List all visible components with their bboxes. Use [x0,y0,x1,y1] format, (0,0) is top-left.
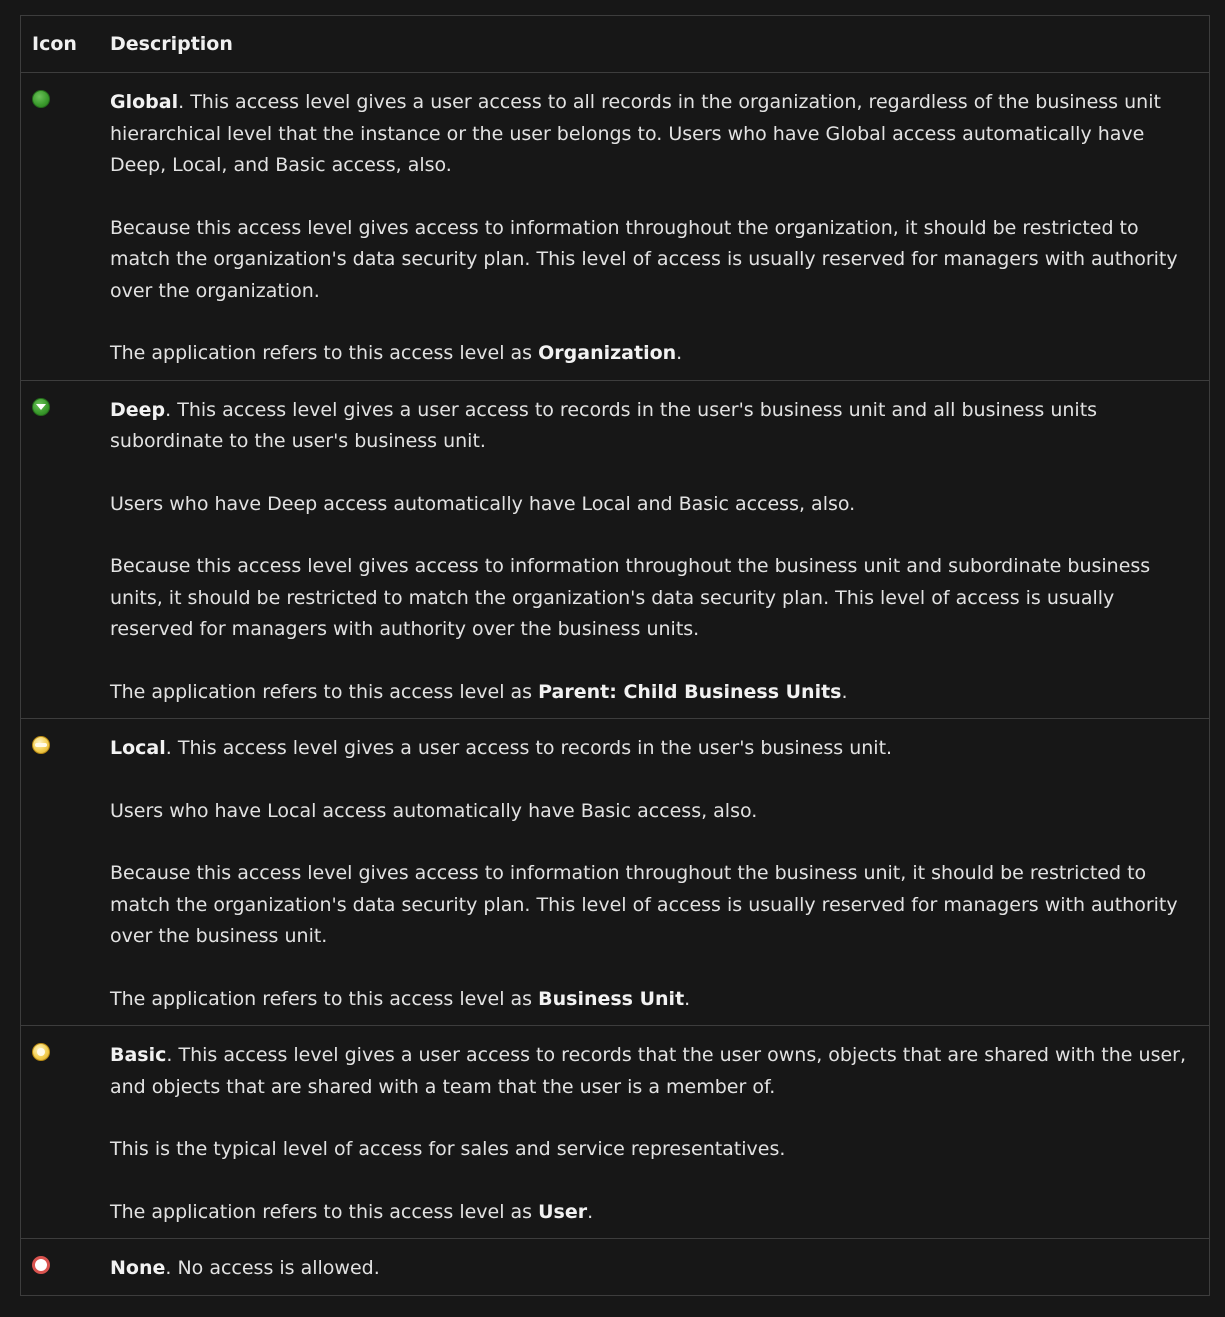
row-paragraph: Users who have Local access automatically have Basic access, also. [110,799,758,822]
row-lead: Global. This access level gives a user access to all records in the organization, regardless of the business unit hierarchical level that the instance or the user belongs to. Users who have Global access automatically have Deep, Local, and Basic access, also. [110,91,1161,176]
access-level-name: Global [110,91,179,113]
table-header-row [21,16,1209,73]
access-level-name: Deep [110,398,166,421]
row-alias: The application refers to this access level as User. [110,1200,594,1223]
column-header-icon: Icon [21,16,110,73]
access-level-alias: User [538,1200,588,1223]
global-access-icon [32,90,50,108]
row-alias: The application refers to this access level as Organization. [110,342,683,364]
table-row-deep [21,380,1209,719]
table-row-basic [21,1026,1209,1239]
access-level-alias: Organization [538,342,677,364]
table-row-local [21,719,1209,1026]
row-paragraph: Because this access level gives access to information throughout the business unit, it should be restricted to match the organization's data security plan. This level of access is usually reserved for managers with authority over the business unit. [110,862,1178,947]
row-lead: Basic. This access level gives a user access to records that the user owns, objects that are shared with the user, and objects that are shared with a team that the user is a member of. [110,1044,1187,1098]
access-level-name: Basic [110,1044,167,1066]
basic-access-icon [32,1043,50,1061]
access-level-alias: Business Unit [538,987,685,1010]
row-paragraph: Because this access level gives access to information throughout the organization, it should be restricted to match the organization's data security plan. This level of access is usually reserved for managers with authority over the organization. [110,216,1178,302]
table-row-none [21,1239,1209,1295]
row-alias: The application refers to this access level as Parent: Child Business Units. [110,680,848,703]
table-row-global [21,73,1209,381]
access-levels-table [20,15,1210,1296]
local-access-icon [32,736,50,754]
row-lead: Local. This access level gives a user access to records in the user's business unit. [110,737,893,759]
row-alias: The application refers to this access level as Business Unit. [110,987,691,1010]
row-paragraph: Users who have Deep access automatically have Local and Basic access, also. [110,492,856,515]
access-level-alias: Parent: Child Business Units [538,680,842,703]
row-paragraph: Because this access level gives access to information throughout the business unit and subordinate business units, it should be restricted to match the organization's data security plan. This level of access is usually reserved for managers with authority over the business units. [110,555,1151,640]
deep-access-icon [32,398,50,416]
row-lead: Deep. This access level gives a user access to records in the user's business unit and all business units subordinate to the user's business unit. [110,398,1098,452]
row-paragraph: This is the typical level of access for sales and service representatives. [110,1138,786,1160]
access-level-name: Local [110,737,166,759]
no-access-icon [32,1256,50,1274]
access-level-name: None [110,1257,166,1279]
row-lead: None. No access is allowed. [110,1257,380,1279]
column-header-description: Description [110,16,1209,73]
